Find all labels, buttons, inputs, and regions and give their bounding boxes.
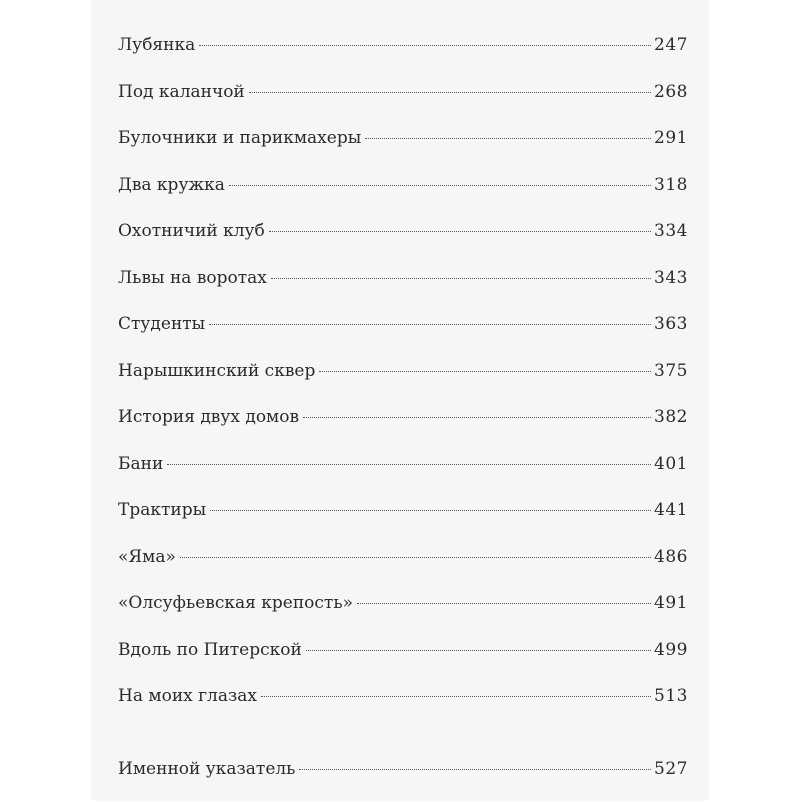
toc-entry-page: 375: [654, 360, 688, 382]
leader-dots: [299, 769, 651, 770]
toc-entry-title: Трактиры: [118, 499, 206, 521]
toc-entry-page: 382: [654, 406, 688, 428]
toc-entry-index: [118, 758, 688, 804]
toc-entry-title: Нарышкинский сквер: [118, 360, 315, 382]
toc-entry-page: 486: [654, 546, 688, 568]
toc-entry-page: 343: [654, 267, 688, 289]
toc-entry-page: 268: [654, 81, 688, 103]
toc-entry-title: Вдоль по Питерской: [118, 639, 302, 661]
toc-entry: [118, 639, 688, 686]
toc-entry: [118, 34, 688, 81]
toc-entry-title: Булочники и парикмахеры: [118, 127, 361, 149]
toc-entry: [118, 499, 688, 546]
toc-entry-title: Именной указатель: [118, 758, 295, 780]
toc-entry-title: «Олсуфьевская крепость»: [118, 592, 353, 614]
toc-entry: [118, 685, 688, 732]
leader-dots: [199, 45, 651, 46]
toc-entry-title: Студенты: [118, 313, 205, 335]
toc-entry-page: 499: [654, 639, 688, 661]
toc-entry-title: Два кружка: [118, 174, 225, 196]
book-page: [92, 0, 708, 800]
leader-dots: [261, 696, 651, 697]
toc-entry-title: Бани: [118, 453, 163, 475]
leader-dots: [269, 231, 651, 232]
toc-entry-page: 527: [654, 758, 688, 780]
toc-entry: [118, 267, 688, 314]
toc-entry-page: 363: [654, 313, 688, 335]
toc-entry-page: 334: [654, 220, 688, 242]
table-of-contents: [118, 34, 688, 804]
toc-entry-page: 401: [654, 453, 688, 475]
toc-entry: [118, 546, 688, 593]
leader-dots: [229, 185, 651, 186]
leader-dots: [249, 92, 651, 93]
leader-dots: [365, 138, 651, 139]
toc-entry: [118, 592, 688, 639]
toc-entry-title: «Яма»: [118, 546, 176, 568]
leader-dots: [306, 650, 651, 651]
toc-entry-title: Львы на воротах: [118, 267, 267, 289]
leader-dots: [271, 278, 651, 279]
toc-entry-page: 291: [654, 127, 688, 149]
toc-entry-title: Охотничий клуб: [118, 220, 265, 242]
toc-entry-title: Лубянка: [118, 34, 195, 56]
toc-entry: [118, 406, 688, 453]
leader-dots: [303, 417, 651, 418]
toc-entry-title: Под каланчой: [118, 81, 245, 103]
toc-entry: [118, 360, 688, 407]
toc-entry: [118, 174, 688, 221]
toc-entry: [118, 453, 688, 500]
toc-entry-page: 491: [654, 592, 688, 614]
toc-entry-page: 513: [654, 685, 688, 707]
toc-entry: [118, 81, 688, 128]
toc-entry-page: 247: [654, 34, 688, 56]
leader-dots: [167, 464, 651, 465]
toc-entry-title: На моих глазах: [118, 685, 257, 707]
toc-entry-page: 318: [654, 174, 688, 196]
leader-dots: [209, 324, 651, 325]
toc-entry: [118, 127, 688, 174]
toc-entry: [118, 313, 688, 360]
toc-entry: [118, 220, 688, 267]
leader-dots: [357, 603, 651, 604]
section-gap: [118, 732, 688, 758]
toc-entry-title: История двух домов: [118, 406, 299, 428]
leader-dots: [319, 371, 651, 372]
toc-entry-page: 441: [654, 499, 688, 521]
leader-dots: [210, 510, 651, 511]
leader-dots: [180, 557, 651, 558]
